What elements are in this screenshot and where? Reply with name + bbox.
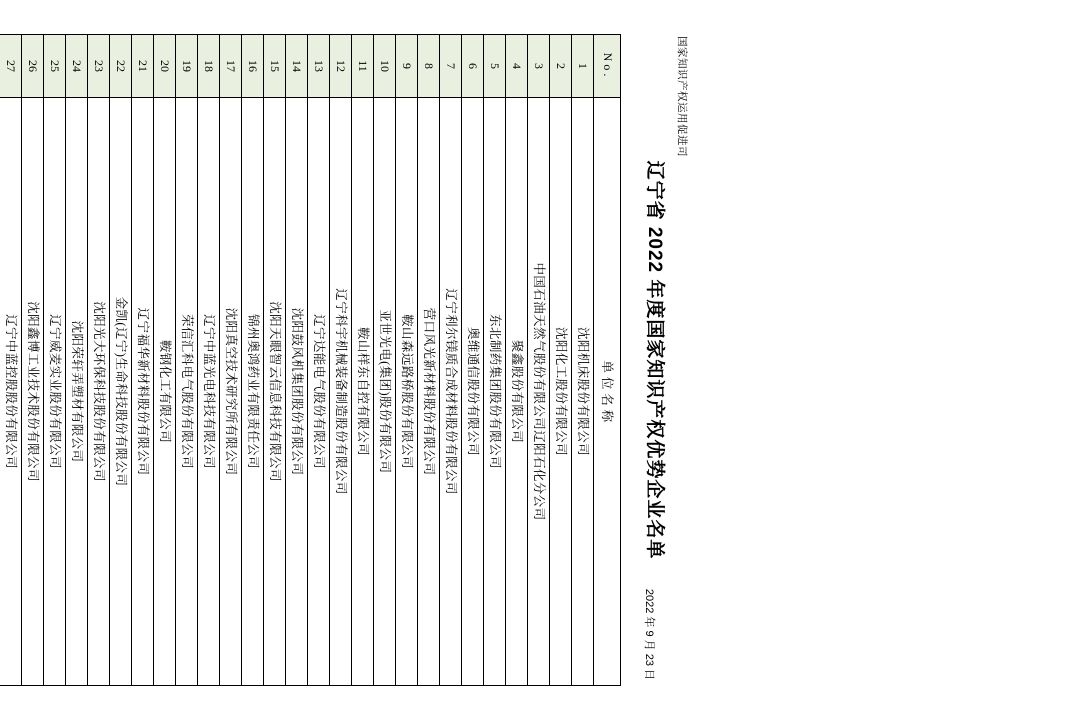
company-name: 鞍山样东自控有限公司: [352, 98, 374, 686]
company-name: 沈阳化工股份有限公司: [550, 98, 572, 686]
table-row: [462, 35, 484, 686]
table-row: [110, 35, 132, 686]
company-name: 奥维通信股份有限公司: [462, 98, 484, 686]
row-number: 10: [374, 35, 396, 98]
table-row: [132, 35, 154, 686]
table-row: [484, 35, 506, 686]
table-row: [418, 35, 440, 686]
row-number: 2: [550, 35, 572, 98]
row-number: 23: [88, 35, 110, 98]
row-number: 3: [528, 35, 550, 98]
row-number: 4: [506, 35, 528, 98]
page-title: 辽宁省 2022 年度国家知识产权优势企业名单: [644, 160, 665, 560]
company-name: 鞍钢化工有限公司: [154, 98, 176, 686]
row-number: 12: [330, 35, 352, 98]
table-row: [286, 35, 308, 686]
row-number: 16: [242, 35, 264, 98]
table-row: [330, 35, 352, 686]
row-number: 26: [22, 35, 44, 98]
row-number: 21: [132, 35, 154, 98]
company-name: 辽宁威麦实业股份有限公司: [44, 98, 66, 686]
table-row: [66, 35, 88, 686]
row-number: 19: [176, 35, 198, 98]
table-row: [550, 35, 572, 686]
company-name: 营口风光新材料股份有限公司: [418, 98, 440, 686]
company-name: 辽宁达能电气股份有限公司: [308, 98, 330, 686]
table-row: [352, 35, 374, 686]
table-row: [220, 35, 242, 686]
table-row: [308, 35, 330, 686]
company-name: 辽宁中蓝光电科技有限公司: [198, 98, 220, 686]
row-number: 11: [352, 35, 374, 98]
table-row: [22, 35, 44, 686]
company-name: 锦州奥鸿药业有限责任公司: [242, 98, 264, 686]
company-name: 沈阳光大环保科技股份有限公司: [88, 98, 110, 686]
issuing-agency: 国家知识产权运用促进司: [676, 36, 688, 157]
row-number: 22: [110, 35, 132, 98]
company-name: 辽宁利尔镁质合成材料股份有限公司: [440, 98, 462, 686]
table-body: [0, 35, 594, 686]
row-number: 18: [198, 35, 220, 98]
row-number: 9: [396, 35, 418, 98]
table-row: [440, 35, 462, 686]
row-number: 17: [220, 35, 242, 98]
column-header-no: No.: [594, 35, 621, 98]
table-row: [264, 35, 286, 686]
company-name: 沈阳鑫博工业技术股份有限公司: [22, 98, 44, 686]
company-name: 鞍山森远路桥股份有限公司: [396, 98, 418, 686]
row-number: 6: [462, 35, 484, 98]
company-name: 辽宁福华新材料股份有限公司: [132, 98, 154, 686]
row-number: 5: [484, 35, 506, 98]
company-name: 沈阳鼓风机集团股份有限公司: [286, 98, 308, 686]
company-name: 辽宁科宇机械装备制造股份有限公司: [330, 98, 352, 686]
row-number: 27: [0, 35, 22, 98]
row-number: 20: [154, 35, 176, 98]
table-row: [506, 35, 528, 686]
column-header-name: 单 位 名 称: [594, 98, 621, 686]
company-name: 聚鑫股份有限公司: [506, 98, 528, 686]
company-name: 辽宁中蓝控股股份有限公司: [0, 98, 22, 686]
table-row: [198, 35, 220, 686]
table-row: [572, 35, 594, 686]
company-name: 沈阳天眼智云信息科技有限公司: [264, 98, 286, 686]
company-list-table-wrapper: [0, 34, 621, 686]
table-row: [396, 35, 418, 686]
company-name: 中国石油天然气股份有限公司辽阳石化分公司: [528, 98, 550, 686]
company-name: 荣信汇科电气股份有限公司: [176, 98, 198, 686]
row-number: 1: [572, 35, 594, 98]
document-date: 2022 年 9 月 23 日: [643, 588, 655, 680]
company-name: 沈阳机床股份有限公司: [572, 98, 594, 686]
table-row: [0, 35, 22, 686]
row-number: 13: [308, 35, 330, 98]
table-row: [88, 35, 110, 686]
company-name: 东北制药集团股份有限公司: [484, 98, 506, 686]
row-number: 7: [440, 35, 462, 98]
table-row: [242, 35, 264, 686]
company-name: 亚世光电(集团)股份有限公司: [374, 98, 396, 686]
row-number: 8: [418, 35, 440, 98]
table-row: [176, 35, 198, 686]
row-number: 25: [44, 35, 66, 98]
table-row: [374, 35, 396, 686]
table-row: [528, 35, 550, 686]
company-list-table: [0, 34, 621, 686]
table-header-row: [594, 35, 621, 686]
company-name: 沈阳真空技术研究所有限公司: [220, 98, 242, 686]
row-number: 14: [286, 35, 308, 98]
company-name: 金凯(辽宁)生命科技股份有限公司: [110, 98, 132, 686]
table-row: [44, 35, 66, 686]
company-name: 沈阳荣轩弄塑材有限公司: [66, 98, 88, 686]
row-number: 24: [66, 35, 88, 98]
row-number: 15: [264, 35, 286, 98]
table-row: [154, 35, 176, 686]
